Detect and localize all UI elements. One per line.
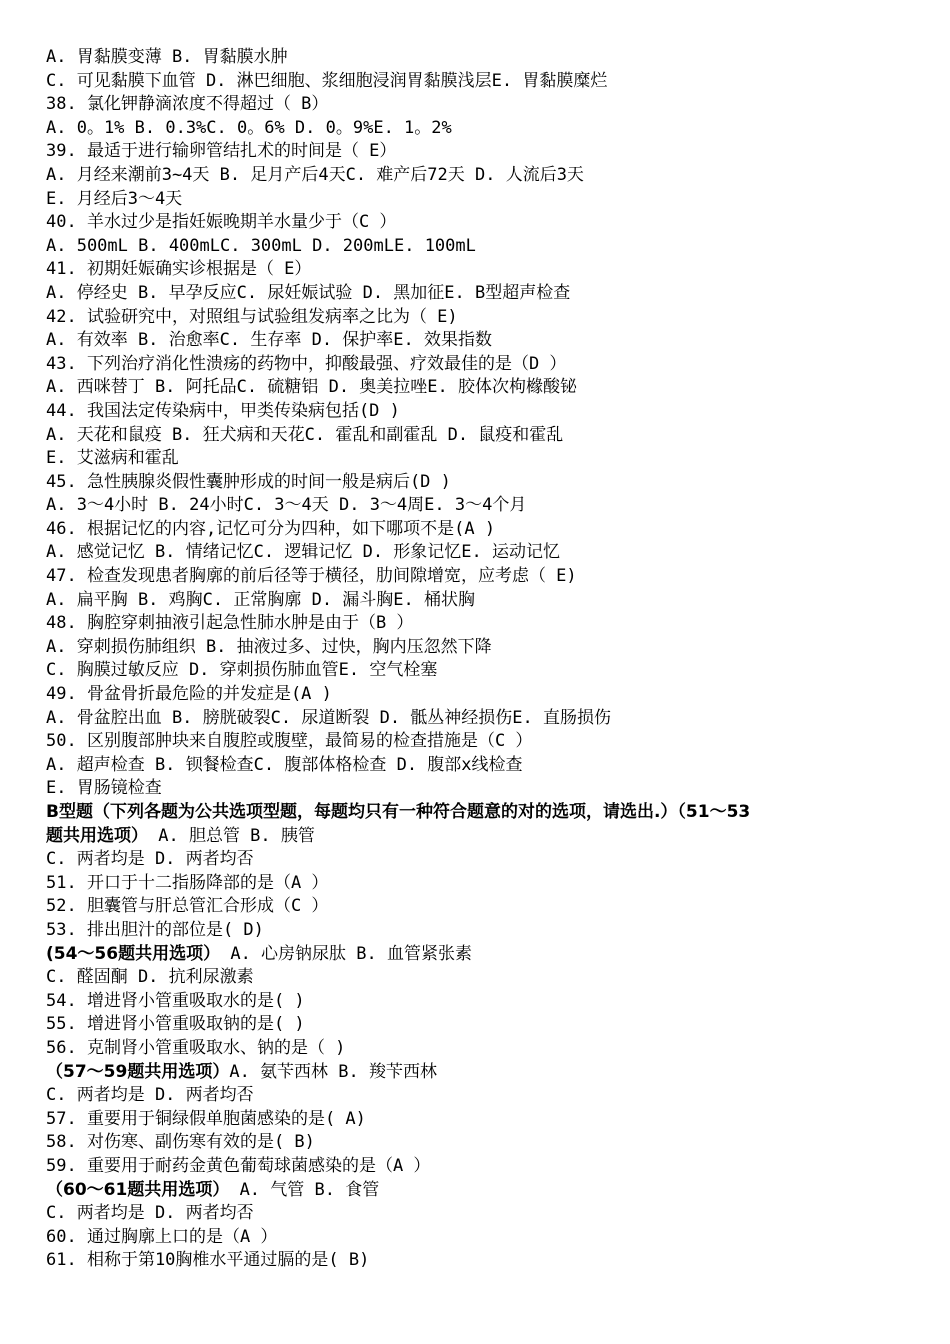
b-section-heading-cont <box>46 825 936 849</box>
question-59: 59. 重要用于耐药金黄色葡萄球菌感染的是（A ） <box>46 1155 431 1176</box>
question-44: 44. 我国法定传染病中，甲类传染病包括(D ) <box>46 400 400 421</box>
group-54-56-options: A. 心房钠尿肽 B. 血管紧张素 <box>220 943 472 964</box>
question-48: 48. 胸腔穿刺抽液引起急性肺水肿是由于（B ） <box>46 613 414 634</box>
question-40: 40. 羊水过少是指妊娠晚期羊水量少于（C ） <box>46 212 397 233</box>
question-45: 45. 急性胰腺炎假性囊肿形成的时间一般是病后(D ) <box>46 471 451 492</box>
question-47: 47. 检查发现患者胸廓的前后径等于横径，肋间隙增宽，应考虑（ E) <box>46 566 577 587</box>
group-54-56 <box>46 943 936 967</box>
question-41: 41. 初期妊娠确实诊根据是（ E） <box>46 259 312 280</box>
question-39: 39. 最适于进行输卵管结扎术的时间是（ E） <box>46 141 397 162</box>
b-section-heading: B型题（下列各题为公共选项型题，每题均只有一种符合题意的对的选项，请选出.）（51～53 <box>46 802 751 822</box>
question-53: 53. 排出胆汁的部位是( D) <box>46 919 264 940</box>
options-54-56-cont: C. 醛固酮 D. 抗利尿激素 <box>46 967 254 988</box>
options-57-59-cont: C. 两者均是 D. 两者均否 <box>46 1085 254 1106</box>
question-57: 57. 重要用于铜绿假单胞菌感染的是( A) <box>46 1108 366 1129</box>
question-46: 46. 根据记忆的内容,记忆可分为四种，如下哪项不是(A ) <box>46 518 496 539</box>
question-51: 51. 开口于十二指肠降部的是（A ） <box>46 872 329 893</box>
options-50-cont: E. 胃肠镜检查 <box>46 778 162 799</box>
options-45: A. 3～4小时 B. 24小时C. 3～4天 D. 3～4周E. 3～4个月 <box>46 495 527 516</box>
question-49: 49. 骨盆骨折最危险的并发症是(A ) <box>46 684 332 705</box>
options-50: A. 超声检查 B. 钡餐检查C. 腹部体格检查 D. 腹部x线检查 <box>46 754 523 775</box>
options-39-cont: E. 月经后3～4天 <box>46 188 183 209</box>
options-48: A. 穿刺损伤肺组织 B. 抽液过多、过快，胸内压忽然下降 <box>46 636 492 657</box>
options-40: A. 500mL B. 400mLC. 300mL D. 200mLE. 100mL <box>46 235 476 256</box>
options-48-cont: C. 胸膜过敏反应 D. 穿刺损伤肺血管E. 空气栓塞 <box>46 660 438 681</box>
question-61: 61. 相称于第10胸椎水平通过膈的是( B) <box>46 1250 370 1271</box>
group-57-59-label: （57～59题共用选项） <box>46 1061 230 1082</box>
options-49: A. 骨盆腔出血 B. 膀胱破裂C. 尿道断裂 D. 骶丛神经损伤E. 直肠损伤 <box>46 707 611 728</box>
question-55: 55. 增进肾小管重吸取钠的是( ) <box>46 1014 305 1035</box>
group-57-59-options: A. 氨苄西林 B. 羧苄西林 <box>229 1061 437 1082</box>
question-50: 50. 区别腹部肿块来自腹腔或腹壁，最简易的检查措施是（C ） <box>46 731 533 752</box>
b-section-options: A. 胆总管 B. 胰管 <box>148 825 315 846</box>
options-47: A. 扁平胸 B. 鸡胸C. 正常胸廓 D. 漏斗胸E. 桶状胸 <box>46 589 475 610</box>
b-section-group-label: 题共用选项） <box>46 825 148 846</box>
question-58: 58. 对伤寒、副伤寒有效的是( B) <box>46 1132 315 1153</box>
options-38: A. 0。1% B. 0.3%C. 0。6% D. 0。9%E. 1。2% <box>46 117 452 138</box>
options-42: A. 有效率 B. 治愈率C. 生存率 D. 保护率E. 效果指数 <box>46 330 492 351</box>
options-46: A. 感觉记忆 B. 情绪记忆C. 逻辑记忆 D. 形象记忆E. 运动记忆 <box>46 542 560 563</box>
options-39: A. 月经来潮前3~4天 B. 足月产后4天C. 难产后72天 D. 人流后3天 <box>46 164 584 185</box>
options-44: A. 天花和鼠疫 B. 狂犬病和天花C. 霍乱和副霍乱 D. 鼠疫和霍乱 <box>46 424 564 445</box>
group-60-61-options: A. 气管 B. 食管 <box>229 1179 380 1200</box>
options-60-61-cont: C. 两者均是 D. 两者均否 <box>46 1203 254 1224</box>
group-60-61-label: （60～61题共用选项） <box>46 1179 230 1200</box>
question-56: 56. 克制肾小管重吸取水、钠的是（ ) <box>46 1037 346 1058</box>
options-51-53-cont: C. 两者均是 D. 两者均否 <box>46 849 254 870</box>
question-54: 54. 增进肾小管重吸取水的是( ) <box>46 990 305 1011</box>
text-line: A. 胃黏膜变薄 B. 胃黏膜水肿 <box>46 47 288 67</box>
group-57-59 <box>46 1061 936 1085</box>
group-60-61 <box>46 1179 936 1203</box>
question-52: 52. 胆囊管与肝总管汇合形成（C ） <box>46 896 329 917</box>
question-60: 60. 通过胸廓上口的是（A ） <box>46 1226 278 1247</box>
options-41: A. 停经史 B. 早孕反应C. 尿妊娠试验 D. 黑加征E. B型超声检查 <box>46 282 571 303</box>
options-44-cont: E. 艾滋病和霍乱 <box>46 448 179 469</box>
text-line: C. 可见黏膜下血管 D. 淋巴细胞、浆细胞浸润胃黏膜浅层E. 胃黏膜糜烂 <box>46 70 608 91</box>
question-38: 38. 氯化钾静滴浓度不得超过（ B） <box>46 94 329 115</box>
question-42: 42. 试验研究中，对照组与试验组发病率之比为（ E) <box>46 306 458 327</box>
question-43: 43. 下列治疗消化性溃疡的药物中，抑酸最强、疗效最佳的是（D ） <box>46 353 567 374</box>
options-43: A. 西咪替丁 B. 阿托品C. 硫糖铝 D. 奥美拉唑E. 胶体次枸橼酸铋 <box>46 377 577 398</box>
group-54-56-label: (54～56题共用选项） <box>46 943 221 964</box>
